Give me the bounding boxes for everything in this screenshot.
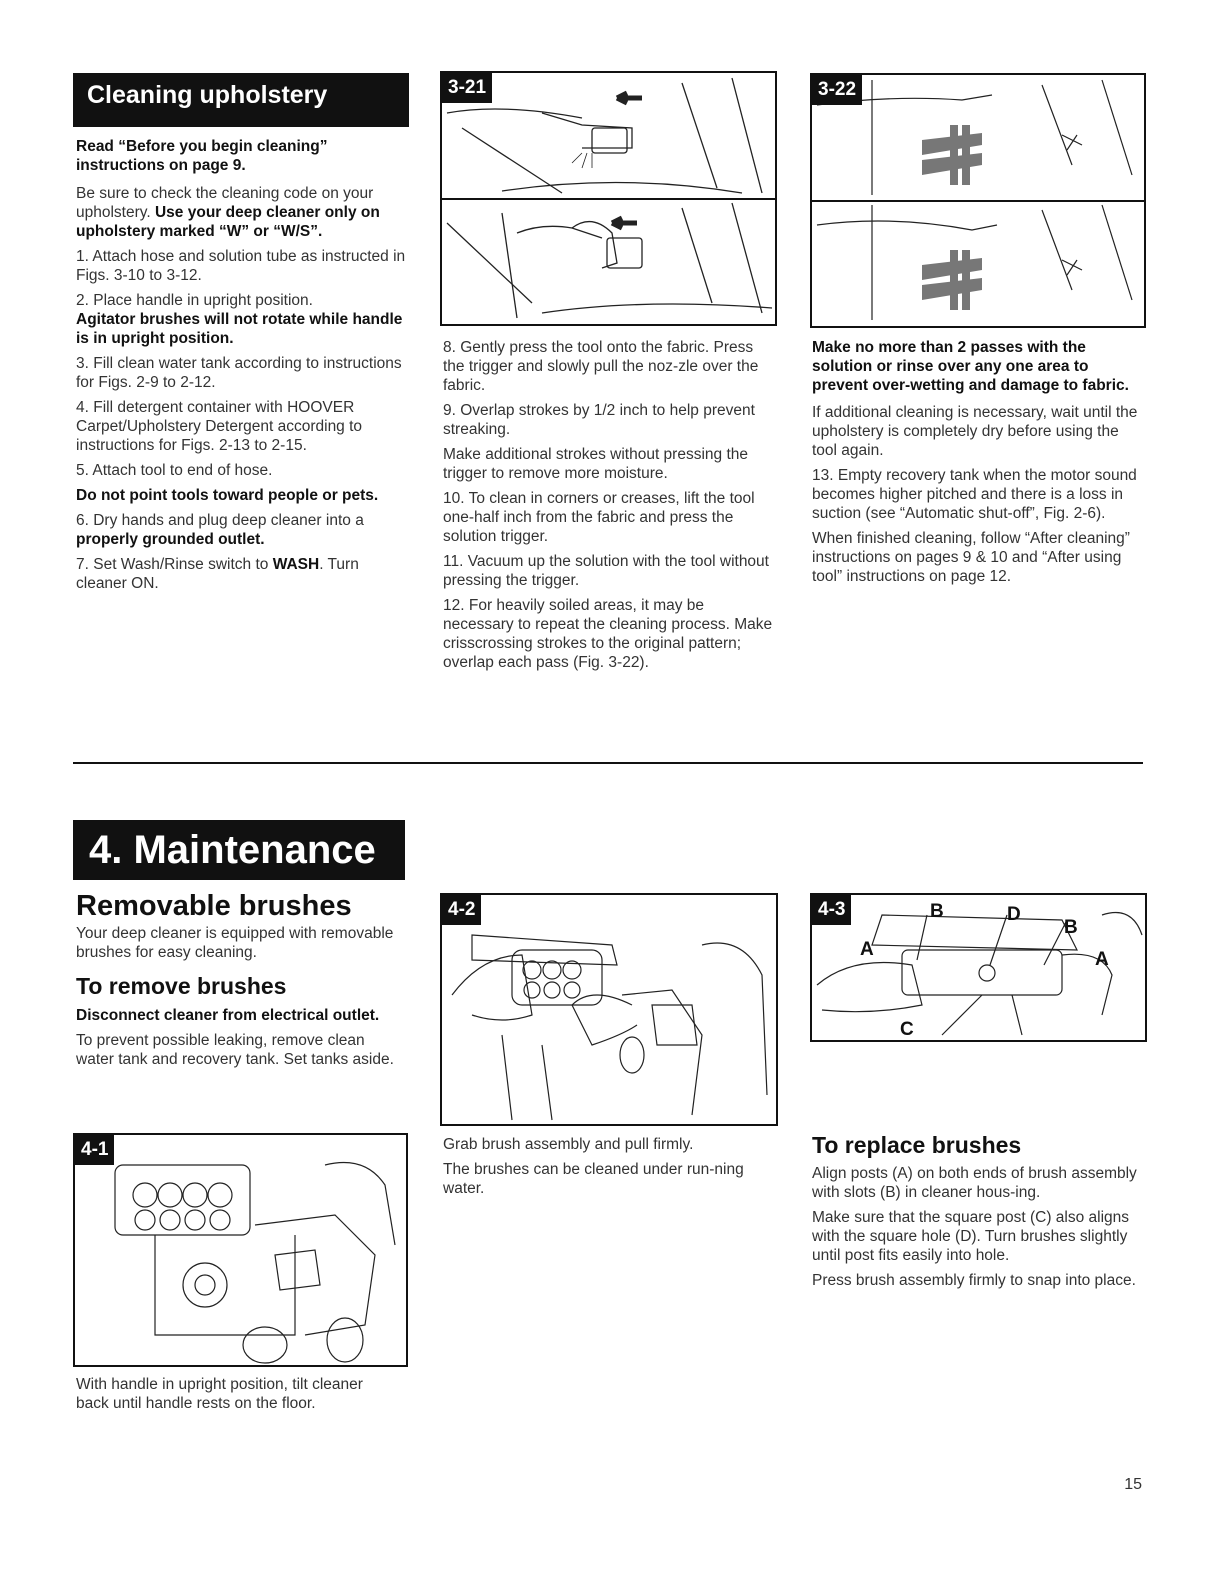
figure-4-1	[73, 1133, 408, 1367]
step-7-text-end: . Turn cleaner ON.	[76, 556, 359, 592]
page-number: 15	[1124, 1476, 1142, 1493]
figure-3-21-illustration	[442, 73, 775, 324]
step-4: 4. Fill detergent container with HOOVER Carpet/Upholstery Detergent according to instructions for Figs. 2-13 to 2-15.	[76, 399, 363, 454]
upholstery-column-1	[76, 137, 406, 599]
clean-brushes-text: The brushes can be cleaned under run-ning water.	[443, 1161, 744, 1197]
disconnect-warning: Disconnect cleaner from electrical outlet.	[76, 1007, 380, 1024]
tool-warning: Do not point tools toward people or pets.	[76, 487, 379, 504]
step-13: 13. Empty recovery tank when the motor sound becomes higher pitched and there is a loss in suction (see “Automatic shut-off”, Fig. 2-6).	[812, 467, 1137, 522]
upholstery-column-2	[443, 338, 775, 678]
figure-4-3	[810, 893, 1147, 1042]
step-9: 9. Overlap strokes by 1/2 inch to help prevent streaking.	[443, 402, 755, 438]
section-banner-maintenance	[73, 820, 405, 880]
align-posts-text: Align posts (A) on both ends of brush assembly with slots (B) in cleaner hous-ing.	[812, 1165, 1137, 1201]
figure-4-3-label-a-left: A	[860, 939, 874, 960]
figure-4-3-label-b-left: B	[930, 901, 944, 922]
figure-4-2-illustration	[442, 895, 776, 1124]
step-2: 2. Place handle in upright position.	[76, 292, 313, 309]
step-8: 8. Gently press the tool onto the fabric. Press the trigger and slowly pull the noz-zle over the fabric.	[443, 339, 759, 394]
cleaning-code-text: Be sure to check the cleaning code on your upholstery.	[76, 185, 374, 221]
figure-3-22-illustration	[812, 75, 1144, 326]
removable-brushes-title: Removable brushes	[76, 890, 352, 922]
banner-text: Cleaning upholstery	[87, 81, 328, 109]
maintenance-column-3	[812, 1130, 1142, 1296]
maintenance-column-2	[443, 1135, 773, 1204]
step-5: 5. Attach tool to end of hose.	[76, 462, 273, 479]
square-post-text: Make sure that the square post (C) also aligns with the square hole (D). Turn brushes slightly until post fits easily into hole.	[812, 1209, 1130, 1264]
grab-brush-text: Grab brush assembly and pull firmly.	[443, 1136, 694, 1153]
tilt-cleaner-text: With handle in upright position, tilt cleaner back until handle rests on the floor.	[76, 1376, 363, 1412]
passes-warning: Make no more than 2 passes with the solution or rinse over any one area to prevent over-wetting and damage to fabric.	[812, 339, 1129, 394]
step-6-bold: properly grounded outlet.	[76, 531, 265, 548]
remove-brushes-title: To remove brushes	[76, 973, 287, 999]
step-10: 10. To clean in corners or creases, lift the tool one-half inch from the fabric and press the solution trigger.	[443, 490, 755, 545]
cleaning-code-paragraph	[76, 184, 406, 241]
maintenance-banner-text: 4. Maintenance	[89, 828, 376, 872]
figure-3-21-label: 3-21	[442, 73, 492, 103]
step-7-text: 7. Set Wash/Rinse switch to	[76, 556, 273, 573]
figure-4-3-label-b-right: B	[1064, 917, 1078, 938]
read-note: Read “Before you begin cleaning” instructions on page 9.	[76, 138, 328, 174]
figure-4-1-illustration	[75, 1135, 406, 1365]
step-7-bold: WASH	[272, 556, 320, 573]
figure-4-3-label-d: D	[1007, 904, 1021, 925]
remove-tanks-text: To prevent possible leaking, remove clean water tank and recovery tank. Set tanks aside.	[76, 1032, 394, 1068]
step-6-text: 6. Dry hands and plug deep cleaner into a	[76, 512, 364, 529]
figure-3-22-label: 3-22	[812, 75, 862, 105]
section-banner-cleaning-upholstery	[73, 73, 409, 127]
figure-4-3-label: 4-3	[812, 895, 851, 925]
upholstery-column-3	[812, 338, 1142, 592]
figure-4-1-label: 4-1	[75, 1135, 114, 1165]
step-11: 11. Vacuum up the solution with the tool without pressing the trigger.	[443, 553, 769, 589]
step-1: 1. Attach hose and solution tube as instructed in Figs. 3-10 to 3-12.	[76, 248, 406, 284]
section-divider	[73, 762, 1143, 764]
figure-4-3-label-c: C	[900, 1019, 914, 1040]
step-6	[76, 511, 406, 549]
step-12: 12. For heavily soiled areas, it may be necessary to repeat the cleaning process. Make crisscrossing strokes to the original pattern; overlap each pass (Fig. 3-22).	[443, 597, 773, 671]
maintenance-column-1	[76, 888, 406, 1075]
figure-4-3-illustration	[812, 895, 1145, 1040]
removable-brushes-text: Your deep cleaner is equipped with removable brushes for easy cleaning.	[76, 925, 394, 961]
figure-3-22	[810, 73, 1146, 328]
finish-note: When finished cleaning, follow “After cleaning” instructions on pages 9 & 10 and “After using tool” instructions on page 12.	[812, 530, 1130, 585]
figure-4-2	[440, 893, 778, 1126]
figure-3-21	[440, 71, 777, 326]
press-assembly-text: Press brush assembly firmly to snap into place.	[812, 1272, 1136, 1289]
step-2-warning: Agitator brushes will not rotate while handle is in upright position.	[76, 311, 403, 347]
replace-brushes-title: To replace brushes	[812, 1132, 1022, 1158]
step-7	[76, 555, 406, 593]
dry-note: If additional cleaning is necessary, wait until the upholstery is completely dry before using the tool again.	[812, 404, 1138, 459]
step-3: 3. Fill clean water tank according to instructions for Figs. 2-9 to 2-12.	[76, 355, 402, 391]
cleaning-code-bold: Use your deep cleaner only on upholstery marked “W” or “W/S”.	[76, 204, 380, 240]
additional-strokes: Make additional strokes without pressing the trigger to remove more moisture.	[443, 446, 748, 482]
figure-4-2-label: 4-2	[442, 895, 481, 925]
figure-4-3-label-a-right: A	[1095, 949, 1109, 970]
